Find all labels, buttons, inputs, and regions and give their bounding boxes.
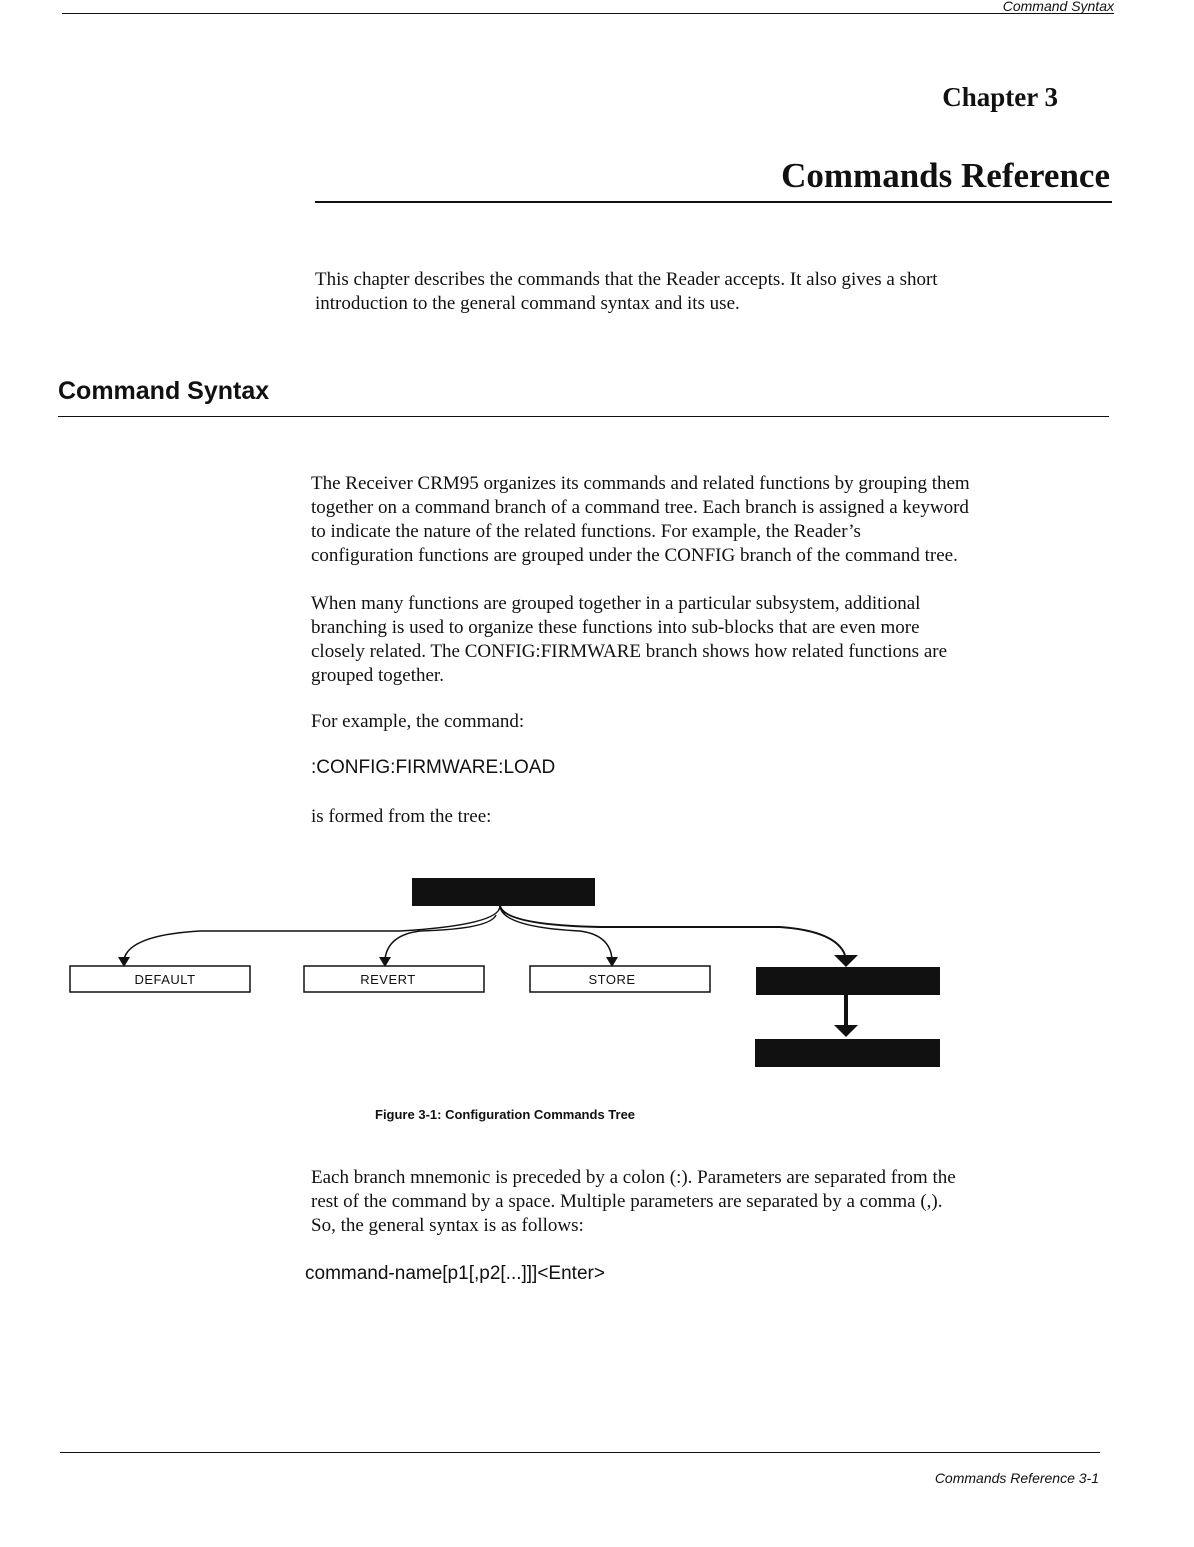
- figure-caption: Figure 3-1: Configuration Commands Tree: [375, 1107, 636, 1122]
- tree-branch-line: [500, 906, 612, 959]
- tree-node-revert-label: REVERT: [360, 972, 416, 987]
- paragraph-line: When many functions are grouped together in a particular subsystem, additional: [311, 593, 921, 614]
- tree-node-load: [755, 1039, 940, 1067]
- tree-root-node: [412, 878, 595, 906]
- command-tree-figure: [0, 875, 1194, 1075]
- tree-branch-line: [124, 906, 500, 959]
- section-rule: [58, 416, 1109, 417]
- intro-line: introduction to the general command syntax and its use.: [315, 293, 740, 314]
- paragraph-line: branching is used to organize these functions into sub-blocks that are even more: [311, 617, 920, 638]
- general-syntax: command-name[p1[,p2[...]]]<Enter>: [305, 1263, 605, 1284]
- paragraph-example-intro: For example, the command:: [311, 711, 525, 732]
- paragraph-line: together on a command branch of a command tree. Each branch is assigned a keyword: [311, 497, 969, 518]
- tree-branch-line: [385, 915, 496, 959]
- section-heading: Command Syntax: [58, 377, 270, 405]
- running-header: Command Syntax: [1002, 0, 1114, 14]
- chapter-title: Commands Reference: [781, 156, 1110, 195]
- paragraph-line: configuration functions are grouped under the CONFIG branch of the command tree.: [311, 545, 958, 566]
- paragraph-line: The Receiver CRM95 organizes its commands and related functions by grouping them: [311, 473, 970, 494]
- tree-arrowhead: [834, 1025, 858, 1037]
- header-rule: [62, 13, 1114, 14]
- chapter-title-rule: [315, 201, 1112, 203]
- page-footer: Commands Reference 3-1: [934, 1470, 1099, 1486]
- chapter-number: Chapter 3: [942, 82, 1058, 112]
- tree-node-default-label: DEFAULT: [134, 972, 196, 987]
- paragraph-tree-intro: is formed from the tree:: [311, 806, 492, 827]
- example-command: :CONFIG:FIRMWARE:LOAD: [311, 757, 556, 778]
- paragraph-line: to indicate the nature of the related functions. For example, the Reader’s: [311, 521, 861, 542]
- tree-node-store-label: STORE: [588, 972, 636, 987]
- paragraph-branching: [311, 592, 1111, 688]
- tree-node-firmware: [756, 967, 940, 995]
- paragraph-line: grouped together.: [311, 665, 444, 686]
- intro-paragraph: [315, 268, 1105, 316]
- paragraph-line: So, the general syntax is as follows:: [311, 1215, 584, 1236]
- intro-line: This chapter describes the commands that the Reader accepts. It also gives a short: [315, 269, 938, 290]
- tree-arrowhead: [834, 955, 858, 967]
- paragraph-line: rest of the command by a space. Multiple parameters are separated by a comma (,).: [311, 1191, 943, 1212]
- paragraph-syntax-rules: [311, 1166, 1111, 1238]
- paragraph-line: Each branch mnemonic is preceded by a colon (:). Parameters are separated from the: [311, 1167, 956, 1188]
- paragraph-line: closely related. The CONFIG:FIRMWARE branch shows how related functions are: [311, 641, 948, 662]
- tree-branch-line: [500, 906, 845, 955]
- footer-rule: [60, 1452, 1100, 1453]
- paragraph-grouping: [311, 472, 1111, 568]
